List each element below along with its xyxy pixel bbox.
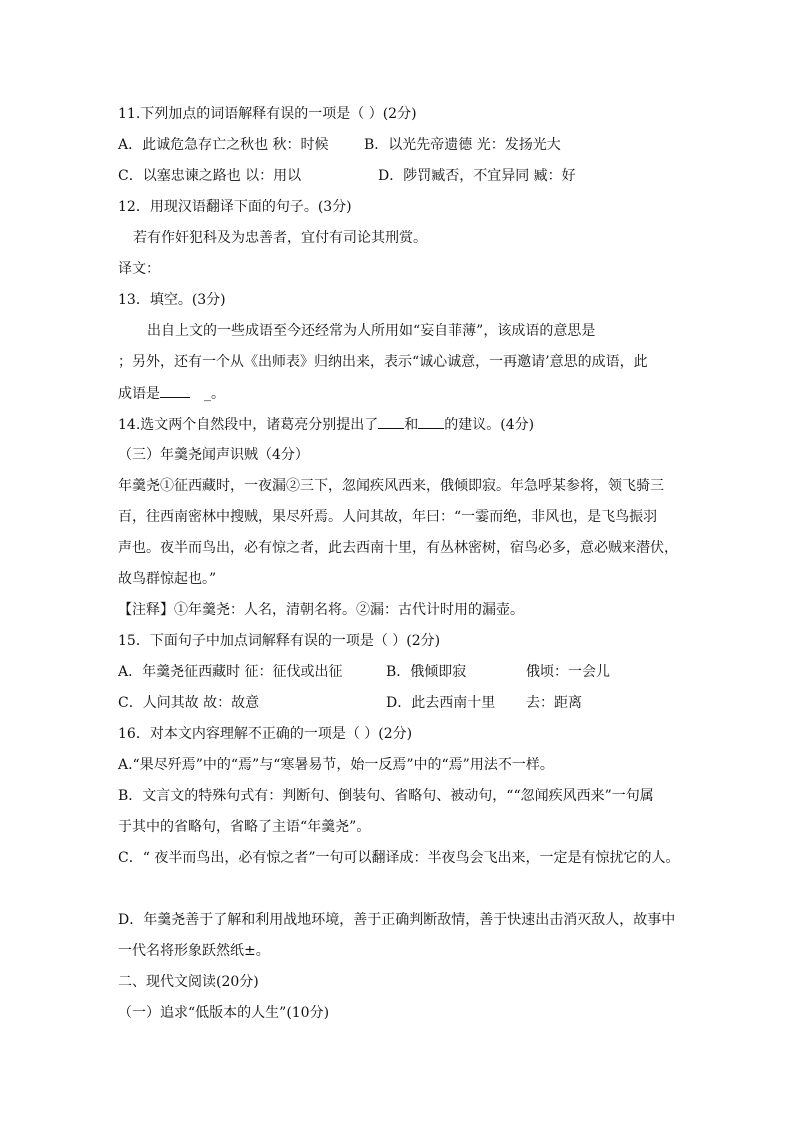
question-12: 12．用现汉语翻译下面的句子。(3分)	[118, 199, 352, 215]
passage-line-3: 声也。夜半而鸟出，必有惊之者，此去西南十里，有丛林密树，宿鸟必多，意必贼来潜伏，	[118, 540, 678, 556]
section-3-title: （三）年羹尧闻声识贼（4分）	[118, 447, 309, 463]
answer-blank	[418, 414, 444, 429]
question-13-line3	[118, 383, 225, 404]
section-modern-reading: 二、现代文阅读(20分)	[118, 974, 259, 990]
question-15-option-d: D．此去西南十里	[386, 695, 496, 711]
question-15-option-b-meaning: 俄顷：一会儿	[526, 664, 610, 680]
question-11-option-b: B．以光先帝遗德 光：发扬光大	[364, 137, 561, 153]
answer-blank	[378, 414, 404, 429]
question-16-option-c: C．“ 夜半而鸟出，必有惊之者”一句可以翻译成：半夜鸟会飞出来，一定是有惊扰它的人。	[118, 850, 680, 866]
question-16-option-b-line1: B．文言文的特殊句式有：判断句、倒装句、省略句、被动句，““忽闻疾风西来”一句属	[118, 788, 654, 804]
question-11-option-d: D．陟罚臧否，不宜异同 臧：好	[378, 168, 576, 184]
question-15-option-b: B．俄倾即寂	[386, 664, 467, 680]
question-13-line3-start: 成语是	[118, 386, 160, 402]
question-16-option-a: A.“果尽歼焉”中的“焉”与“寒暑易节，始一反焉”中的“焉”用法不一样。	[118, 757, 554, 773]
question-11-option-a: A．此诚危急存亡之秋也 秋：时候	[118, 137, 329, 153]
question-11-option-c: C．以塞忠谏之路也 以：用以	[118, 168, 302, 184]
question-14	[118, 414, 534, 435]
passage-line-1: 年羹尧①征西藏时，一夜漏②三下，忽闻疾风西来，俄倾即寂。年急呼某参将，领飞骑三	[118, 478, 664, 494]
question-14-part3: 的建议。(4分)	[444, 417, 535, 433]
question-11: 11.下列加点的词语解释有误的一项是（ ）(2分)	[118, 106, 417, 122]
question-12-sentence: 若有作奸犯科及为忠善者，宜付有司论其刑赏。	[133, 230, 427, 246]
question-15-option-a: A．年羹尧征西藏时 征：征伐或出征	[118, 664, 343, 680]
question-13-line3-end: _。	[204, 386, 225, 402]
question-12-translation-label: 译文：	[118, 261, 160, 277]
question-13-line2: ；另外，还有一个从《出师表》归纳出来，表示“诚心诚意，一再邀请’意思的成语，此	[118, 354, 648, 370]
question-16-option-b-line2: 于其中的省略句，省略了主语“年羹尧”。	[118, 819, 371, 835]
question-16: 16．对本文内容理解不正确的一项是（ ）(2分)	[118, 726, 413, 742]
passage-line-2: 百，往西南密林中搜贼，果尽歼焉。人问其故，年曰：“一霎而绝，非风也，是飞鸟振羽	[118, 509, 658, 525]
question-15: 15．下面句子中加点词解释有误的一项是（ ）(2分)	[118, 633, 441, 649]
question-15-option-d-meaning: 去：距离	[526, 695, 582, 711]
question-16-option-d-line2: 一代名将形象跃然纸±。	[118, 943, 270, 959]
annotation-note: 【注释】①年羹尧：人名，清朝名将。②漏：古代计时用的漏壶。	[118, 602, 524, 618]
question-15-option-c: C．人问其故 故：故意	[118, 695, 260, 711]
answer-blank	[160, 383, 190, 398]
question-16-option-d-line1: D．年羹尧善于了解和利用战地环境，善于正确判断敌情，善于快速出击消灭敌人，故事中	[118, 912, 676, 928]
passage-line-4: 故鸟群惊起也。”	[118, 571, 217, 587]
question-14-part1: 14.选文两个自然段中，诸葛亮分别提出了	[118, 417, 379, 433]
section-modern-reading-1: （一）追求“低版本的人生”(10分)	[118, 1005, 330, 1021]
question-14-part2: 和	[404, 417, 419, 433]
question-13-line1: 出自上文的一些成语至今还经常为人所用如“妄自菲薄”，该成语的意思是	[147, 323, 596, 339]
question-13: 13．填空。(3分)	[118, 292, 226, 308]
